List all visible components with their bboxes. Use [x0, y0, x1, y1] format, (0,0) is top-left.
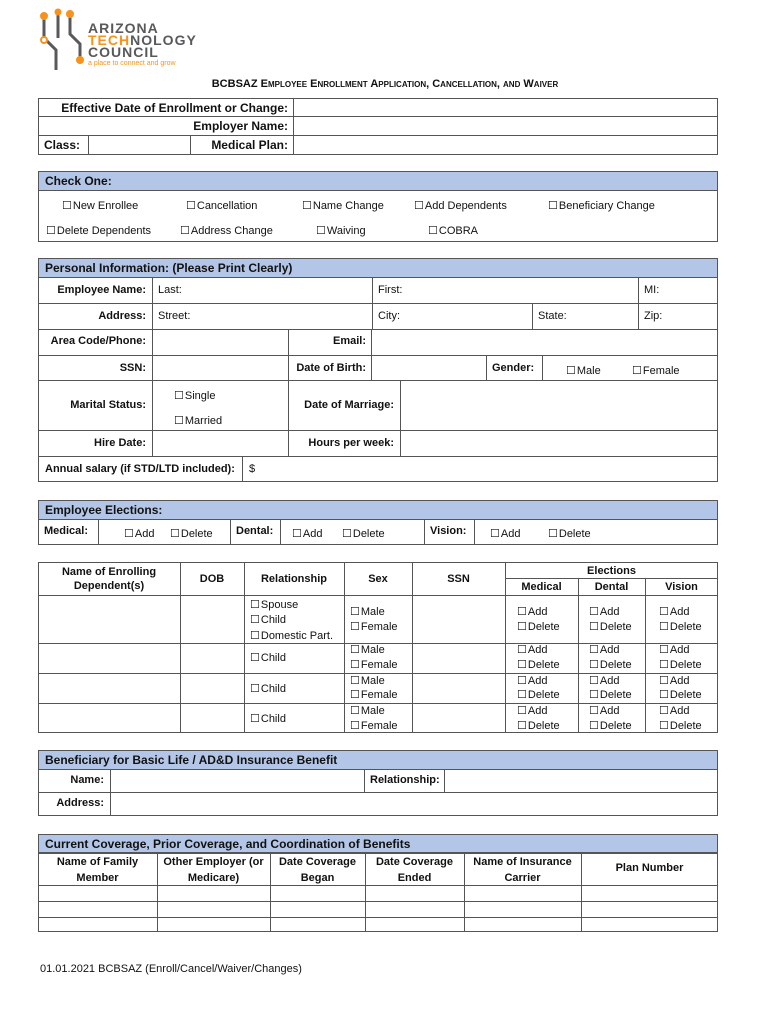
- col-other-employer: Other Employer (or Medicare): [163, 856, 264, 884]
- logo-tagline: a place to connect and grow: [88, 60, 176, 67]
- dep1-vision-add[interactable]: ☐ Add: [659, 605, 689, 618]
- dep3-medical-delete[interactable]: ☐ Delete: [517, 688, 560, 701]
- logo-line1: ARIZONA: [88, 20, 159, 36]
- dep3-medical-add[interactable]: ☐ Add: [517, 674, 547, 687]
- address-change-checkbox[interactable]: ☐ Address Change: [180, 224, 273, 237]
- col-vision: Vision: [665, 581, 698, 593]
- elections-medical-label: Medical:: [44, 525, 89, 537]
- check-one-header: Check One:: [38, 171, 718, 191]
- company-logo: [36, 8, 216, 70]
- street-field[interactable]: Street:: [158, 310, 191, 322]
- dep1-dental-add[interactable]: ☐ Add: [589, 605, 619, 618]
- dep4-vision-add[interactable]: ☐ Add: [659, 704, 689, 717]
- col-relationship: Relationship: [260, 573, 327, 585]
- marital-status-label: Marital Status:: [70, 399, 146, 411]
- employer-name-field[interactable]: [295, 118, 715, 133]
- first-name-field[interactable]: First:: [378, 284, 403, 296]
- employee-name-label: Employee Name:: [57, 284, 146, 296]
- col-elections: Elections: [587, 565, 636, 577]
- employer-name-label: Employer Name:: [193, 119, 288, 133]
- dob-label: Date of Birth:: [296, 362, 366, 374]
- waiving-checkbox[interactable]: ☐ Waiving: [316, 224, 366, 237]
- dep2-female-checkbox[interactable]: ☐ Female: [350, 658, 398, 671]
- dep3-male-checkbox[interactable]: ☐ Male: [350, 674, 385, 687]
- dep3-vision-delete[interactable]: ☐ Delete: [659, 688, 702, 701]
- dental-add-checkbox[interactable]: ☐ Add: [292, 527, 322, 540]
- new-enrollee-checkbox[interactable]: ☐ New Enrollee: [62, 199, 138, 212]
- medical-plan-field[interactable]: [295, 137, 715, 153]
- dep1-female-checkbox[interactable]: ☐ Female: [350, 620, 398, 633]
- dep4-female-checkbox[interactable]: ☐ Female: [350, 719, 398, 732]
- cobra-checkbox[interactable]: ☐ COBRA: [428, 224, 478, 237]
- col-dependent-name: Name of Enrolling Dependent(s): [61, 566, 157, 592]
- annual-salary-field[interactable]: $: [249, 463, 256, 475]
- class-field[interactable]: [90, 137, 188, 153]
- beneficiary-relationship-label: Relationship:: [370, 774, 440, 786]
- beneficiary-address-label: Address:: [56, 797, 104, 809]
- logo-nology: NOLOGY: [130, 32, 197, 48]
- dep2-vision-delete[interactable]: ☐ Delete: [659, 658, 702, 671]
- dep3-female-checkbox[interactable]: ☐ Female: [350, 688, 398, 701]
- phone-field[interactable]: [154, 331, 286, 353]
- dep1-vision-delete[interactable]: ☐ Delete: [659, 620, 702, 633]
- annual-salary-label: Annual salary (if STD/LTD included):: [45, 463, 235, 475]
- date-of-marriage-label: Date of Marriage:: [304, 399, 394, 411]
- ssn-label: SSN:: [119, 362, 146, 374]
- dep3-vision-add[interactable]: ☐ Add: [659, 674, 689, 687]
- elections-vision-label: Vision:: [430, 525, 467, 537]
- email-label: Email:: [332, 335, 366, 347]
- dep1-dental-delete[interactable]: ☐ Delete: [589, 620, 632, 633]
- address-label: Address:: [98, 310, 146, 322]
- col-dob: DOB: [199, 573, 225, 585]
- dep4-medical-delete[interactable]: ☐ Delete: [517, 719, 560, 732]
- circuit-logo-icon: [36, 8, 86, 72]
- vision-add-checkbox[interactable]: ☐ Add: [490, 527, 520, 540]
- hire-date-field[interactable]: [154, 432, 286, 454]
- coverage-header: Current Coverage, Prior Coverage, and Coordination of Benefits: [38, 834, 718, 854]
- elections-dental-label: Dental:: [236, 525, 274, 537]
- dep2-dental-delete[interactable]: ☐ Delete: [589, 658, 632, 671]
- col-family-member: Name of Family Member: [56, 856, 139, 884]
- dep4-medical-add[interactable]: ☐ Add: [517, 704, 547, 717]
- dep2-vision-add[interactable]: ☐ Add: [659, 643, 689, 656]
- male-checkbox[interactable]: ☐ Male: [566, 364, 601, 377]
- dep2-medical-add[interactable]: ☐ Add: [517, 643, 547, 656]
- col-medical: Medical: [521, 581, 562, 593]
- dep4-vision-delete[interactable]: ☐ Delete: [659, 719, 702, 732]
- date-of-marriage-field[interactable]: [402, 382, 714, 428]
- col-coverage-began: Date Coverage Began: [278, 856, 357, 884]
- last-name-field[interactable]: Last:: [158, 284, 182, 296]
- col-insurance-carrier: Name of Insurance Carrier: [473, 856, 572, 884]
- dep1-child-checkbox[interactable]: ☐ Child: [250, 613, 286, 626]
- col-ssn: SSN: [447, 573, 470, 585]
- effective-date-label: Effective Date of Enrollment or Change:: [61, 101, 288, 115]
- beneficiary-relationship-field[interactable]: [446, 771, 716, 790]
- dep4-child-checkbox[interactable]: ☐ Child: [250, 712, 286, 725]
- dep1-spouse-checkbox[interactable]: ☐ Spouse: [250, 598, 298, 611]
- form-title: BCBSAZ Employee Enrollment Application, Cancellation, and Waiver: [211, 78, 559, 90]
- hire-date-label: Hire Date:: [94, 437, 146, 449]
- add-dependents-checkbox[interactable]: ☐ Add Dependents: [414, 199, 507, 212]
- col-dental: Dental: [594, 581, 629, 593]
- vision-delete-checkbox[interactable]: ☐ Delete: [548, 527, 591, 540]
- gender-label: Gender:: [492, 362, 535, 374]
- footer-text: 01.01.2021 BCBSAZ (Enroll/Cancel/Waiver/Changes): [40, 963, 302, 975]
- name-change-checkbox[interactable]: ☐ Name Change: [302, 199, 384, 212]
- dep3-dental-add[interactable]: ☐ Add: [589, 674, 619, 687]
- mi-field[interactable]: MI:: [644, 284, 660, 296]
- logo-line3: COUNCIL: [88, 44, 159, 60]
- col-sex: Sex: [368, 573, 388, 585]
- beneficiary-name-field[interactable]: [112, 771, 362, 790]
- elections-header: Employee Elections:: [38, 500, 718, 520]
- effective-date-field[interactable]: [295, 100, 715, 114]
- class-label: Class:: [44, 138, 81, 152]
- dep1-medical-delete[interactable]: ☐ Delete: [517, 620, 560, 633]
- cancellation-checkbox[interactable]: ☐ Cancellation: [186, 199, 257, 212]
- dep1-domestic-checkbox[interactable]: ☐ Domestic Part.: [250, 629, 333, 642]
- personal-info-header: Personal Information: (Please Print Clearly): [38, 258, 718, 278]
- hours-per-week-field[interactable]: [402, 432, 714, 454]
- dep4-dental-delete[interactable]: ☐ Delete: [589, 719, 632, 732]
- dep4-dental-add[interactable]: ☐ Add: [589, 704, 619, 717]
- state-field[interactable]: State:: [538, 310, 567, 322]
- dental-delete-checkbox[interactable]: ☐ Delete: [342, 527, 385, 540]
- email-field[interactable]: [374, 331, 714, 353]
- medical-plan-label: Medical Plan:: [211, 138, 288, 152]
- medical-add-checkbox[interactable]: ☐ Add: [124, 527, 154, 540]
- city-field[interactable]: City:: [378, 310, 400, 322]
- dep2-dental-add[interactable]: ☐ Add: [589, 643, 619, 656]
- beneficiary-header: Beneficiary for Basic Life / AD&D Insurance Benefit: [38, 750, 718, 770]
- married-checkbox[interactable]: ☐ Married: [174, 414, 222, 427]
- single-checkbox[interactable]: ☐ Single: [174, 389, 215, 402]
- dep3-child-checkbox[interactable]: ☐ Child: [250, 682, 286, 695]
- dep4-male-checkbox[interactable]: ☐ Male: [350, 704, 385, 717]
- col-coverage-ended: Date Coverage Ended: [375, 856, 454, 884]
- ssn-field[interactable]: [154, 357, 286, 379]
- dep1-male-checkbox[interactable]: ☐ Male: [350, 605, 385, 618]
- beneficiary-address-field[interactable]: [112, 794, 716, 814]
- hours-per-week-label: Hours per week:: [308, 437, 394, 449]
- medical-delete-checkbox[interactable]: ☐ Delete: [170, 527, 213, 540]
- female-checkbox[interactable]: ☐ Female: [632, 364, 680, 377]
- beneficiary-name-label: Name:: [70, 774, 104, 786]
- logo-tech: TECH: [88, 32, 131, 48]
- col-plan-number: Plan Number: [615, 862, 684, 874]
- dep1-medical-add[interactable]: ☐ Add: [517, 605, 547, 618]
- area-code-phone-label: Area Code/Phone:: [50, 335, 146, 347]
- zip-field[interactable]: Zip:: [644, 310, 663, 322]
- delete-dependents-checkbox[interactable]: ☐ Delete Dependents: [46, 224, 151, 237]
- beneficiary-change-checkbox[interactable]: ☐ Beneficiary Change: [548, 199, 655, 212]
- dep3-dental-delete[interactable]: ☐ Delete: [589, 688, 632, 701]
- dep2-child-checkbox[interactable]: ☐ Child: [250, 651, 286, 664]
- dep2-medical-delete[interactable]: ☐ Delete: [517, 658, 560, 671]
- dep2-male-checkbox[interactable]: ☐ Male: [350, 643, 385, 656]
